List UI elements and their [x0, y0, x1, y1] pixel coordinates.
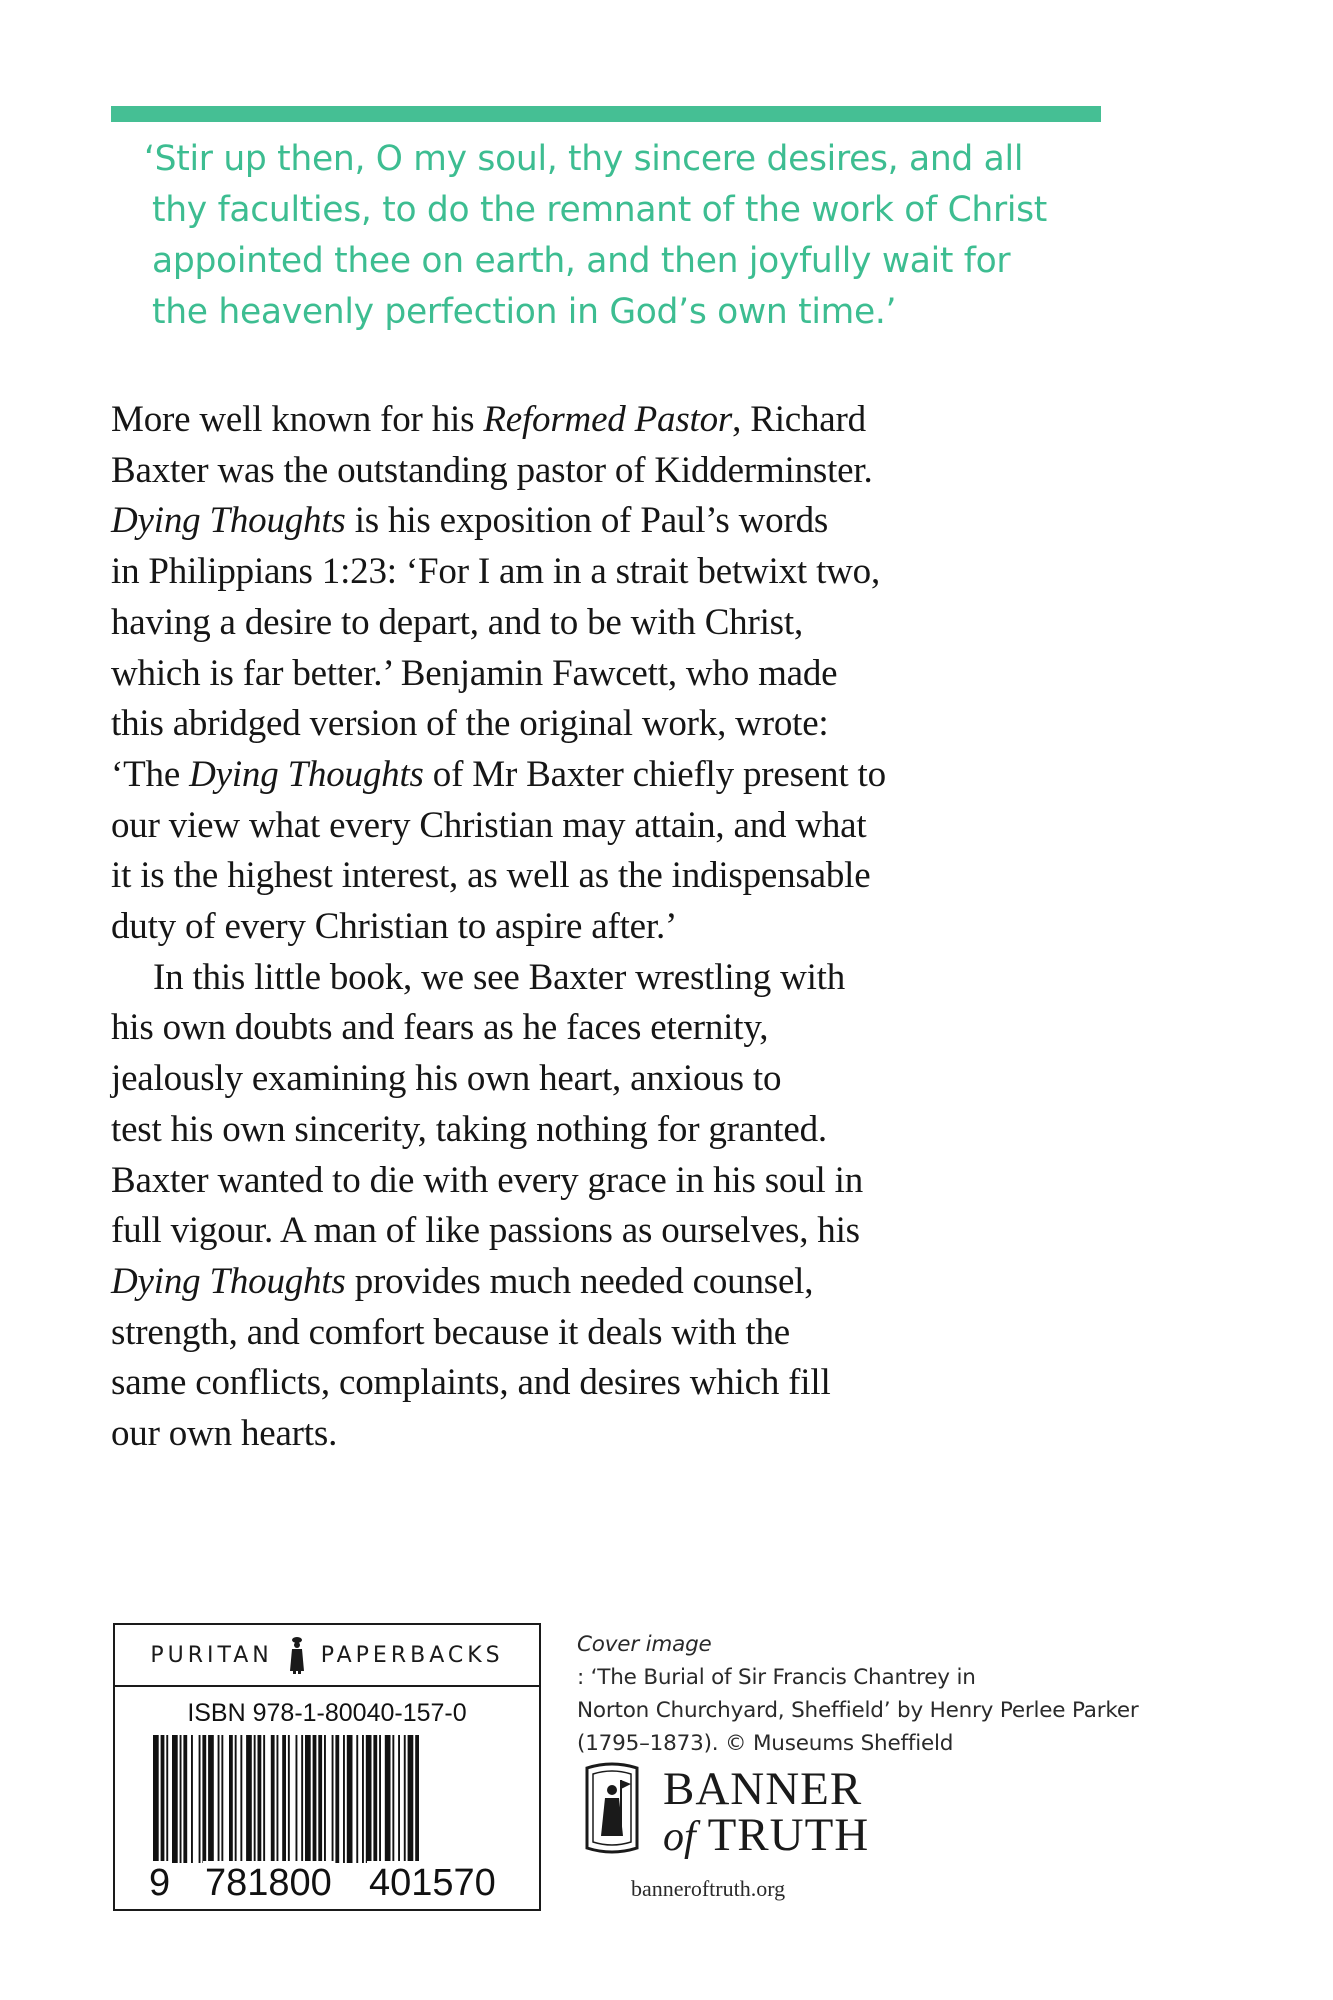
barcode-bar: [335, 1735, 339, 1863]
barcode-bar: [385, 1735, 391, 1863]
barcode-bar: [180, 1735, 182, 1863]
barcode-bar: [332, 1735, 334, 1863]
barcode-bar: [221, 1735, 223, 1863]
banner-crest-icon: [577, 1760, 647, 1860]
barcode-bar: [271, 1735, 275, 1863]
barcode-bar: [373, 1735, 377, 1863]
blurb-line: Baxter was the outstanding pastor of Kidderminster.: [111, 449, 873, 491]
credit-line: (1795–1873). © Museums Sheffield: [577, 1731, 954, 1756]
barcode-bar: [347, 1735, 353, 1863]
blurb-line: same conflicts, complaints, and desires which fill: [111, 1362, 831, 1404]
blurb-line: jealously examining his own heart, anxious to: [111, 1058, 782, 1100]
blurb-line: duty of every Christian to aspire after.’: [111, 906, 678, 948]
barcode-bar: [366, 1735, 372, 1863]
barcode-bar: [218, 1735, 220, 1863]
publisher-name: BANNER: [663, 1763, 863, 1815]
book-title-italic: Dying Thoughts: [111, 500, 346, 542]
barcode-bar: [379, 1735, 381, 1863]
barcode-bar: [324, 1735, 326, 1863]
barcode-digits-right: 401570: [369, 1862, 496, 1904]
quote-line: the heavenly perfection in God’s own time.’: [152, 292, 897, 332]
book-title-italic: Dying Thoughts: [111, 1260, 346, 1302]
barcode-bar: [254, 1735, 256, 1863]
barcode-bar: [263, 1735, 265, 1863]
blurb-line: our view what every Christian may attain, and what: [111, 804, 867, 846]
barcode-bar: [318, 1735, 322, 1863]
blurb-line: ‘The Dying Thoughts of Mr Baxter chiefly present to: [111, 753, 886, 795]
book-description: [111, 395, 1111, 1460]
barcode-bar: [166, 1735, 168, 1863]
blurb-line: full vigour. A man of like passions as ourselves, his: [111, 1210, 860, 1252]
quote-line: thy faculties, to do the remnant of the work of Christ: [152, 190, 1048, 230]
barcode-bar: [296, 1735, 298, 1863]
barcode-bar: [398, 1735, 400, 1863]
barcode-bar: [235, 1735, 237, 1863]
quote-line: ‘Stir up then, O my soul, thy sincere desires, and all: [144, 139, 1024, 179]
barcode-bar: [277, 1735, 279, 1863]
barcode-digits-left: 781800: [205, 1862, 332, 1904]
series-name: [115, 1625, 539, 1687]
publisher-name: of TRUTH: [663, 1809, 870, 1861]
barcode-bar: [240, 1735, 242, 1863]
blurb-line: Dying Thoughts is his exposition of Paul’s words: [111, 500, 829, 542]
isbn-number: ISBN 978-1-80040-157-0: [187, 1699, 467, 1727]
barcode-bar: [246, 1735, 252, 1863]
barcode-bar: [305, 1735, 311, 1863]
blurb-line: Dying Thoughts provides much needed counsel,: [111, 1260, 814, 1302]
publisher-logo: [577, 1760, 897, 1910]
blurb-line: strength, and comfort because it deals with the: [111, 1311, 791, 1353]
blurb-line: his own doubts and fears as he faces eternity,: [111, 1007, 769, 1049]
blurb-line: it is the highest interest, as well as the indispensable: [111, 855, 871, 897]
barcode-bar: [404, 1735, 406, 1863]
barcode-bar: [362, 1735, 364, 1863]
credit-line: Norton Churchyard, Sheffield’ by Henry Perlee Parker: [577, 1698, 1139, 1723]
barcode-bar: [199, 1735, 201, 1863]
blurb-line: test his own sincerity, taking nothing for granted.: [111, 1108, 827, 1150]
blurb-line: which is far better.’ Benjamin Fawcett, who made: [111, 652, 838, 694]
barcode-bar: [392, 1735, 394, 1863]
book-title-italic: Dying Thoughts: [189, 753, 424, 795]
barcode-digits: [145, 1861, 515, 1905]
book-title-italic: Reformed Pastor: [483, 399, 733, 440]
blurb-line: More well known for his Reformed Pastor, Richard: [111, 399, 866, 440]
pull-quote: [144, 134, 1112, 338]
barcode-bar: [301, 1735, 303, 1863]
barcode-bar: [313, 1735, 317, 1863]
barcode-bar: [172, 1735, 178, 1863]
blurb-line: in Philippians 1:23: ‘For I am in a strait betwixt two,: [111, 551, 881, 593]
quote-line: appointed thee on earth, and then joyfully wait for: [152, 241, 1011, 281]
blurb-line: this abridged version of the original work, wrote:: [111, 703, 829, 745]
blurb-line: our own hearts.: [111, 1413, 338, 1455]
barcode-bar: [258, 1735, 262, 1863]
barcode-bar: [202, 1735, 206, 1863]
blurb-line: In this little book, we see Baxter wrestling with: [153, 956, 846, 998]
barcode-bar: [208, 1735, 214, 1863]
puritan-figure-icon: [287, 1635, 307, 1675]
publisher-url: banneroftruth.org: [631, 1876, 786, 1901]
barcode-bar: [343, 1735, 345, 1863]
barcode-digit-first: 9: [149, 1862, 171, 1904]
barcode-bar: [183, 1735, 187, 1863]
blurb-line: Baxter wanted to die with every grace in his soul in: [111, 1159, 864, 1201]
barcode-bar: [356, 1735, 358, 1863]
blurb-line: having a desire to depart, and to be with Christ,: [111, 601, 804, 643]
series-word: PAPERBACKS: [320, 1642, 504, 1668]
credit-label: Cover image: [577, 1632, 712, 1657]
accent-bar: [111, 106, 1101, 122]
barcode-bar: [191, 1735, 193, 1863]
barcode-bar: [229, 1735, 233, 1863]
series-word: PURITAN: [150, 1642, 273, 1668]
isbn-barcode-box: [113, 1623, 541, 1911]
cover-image-credit: Cover image : ‘The Burial of Sir Francis Chantrey in Norton Churchyard, Sheffield’ by Henry Perlee Parker (1795–1873). © Museums Sheffield: [577, 1628, 1097, 1760]
